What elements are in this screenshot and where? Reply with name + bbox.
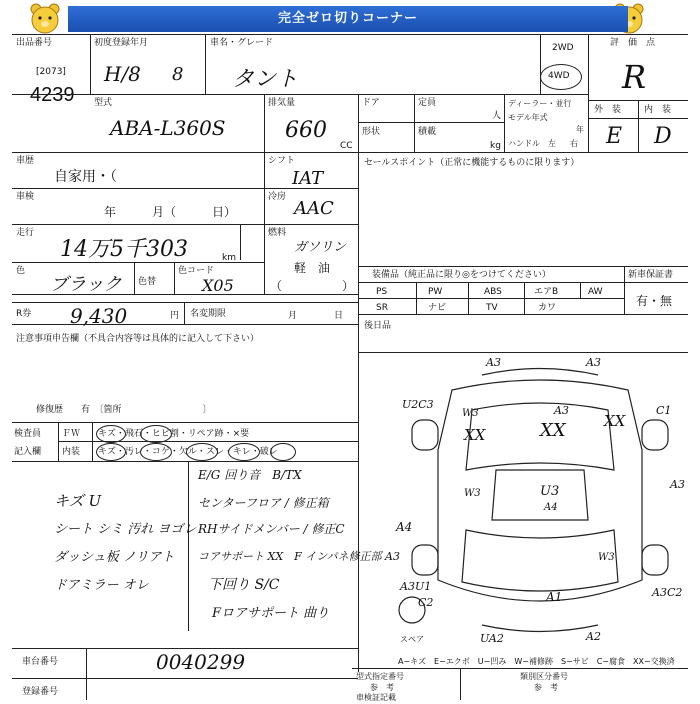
reg-no-label: 登録番号 — [22, 687, 59, 697]
equip-abs: ABS — [484, 287, 502, 297]
rear-date-label: 後日品 — [364, 321, 392, 331]
yen-label: 円 — [170, 311, 180, 321]
int-circle-5 — [270, 443, 296, 461]
cc-label: CC — [340, 141, 353, 151]
fuel-label: 燃料 — [268, 228, 287, 238]
person-label: 人 — [492, 111, 502, 121]
int-circle-2 — [140, 443, 172, 461]
mark-xx-left: XX — [464, 426, 486, 444]
r-ticket-value: 9,430 — [70, 304, 128, 328]
day-label: 日 — [334, 311, 344, 321]
notes-label: 注意事項申告欄（不具合内容等は具体的に記入して下さい） — [16, 334, 260, 344]
mark-a3c2: A3C2 — [652, 586, 683, 599]
chassis-no-value: 0040299 — [156, 650, 246, 674]
note-right-1: E/G 回り音 B/TX — [198, 468, 302, 482]
banner-title: 完全ゼロ切りコーナー — [68, 6, 628, 32]
equip-airbag: エアB — [534, 287, 559, 297]
cc-value: 660 — [285, 118, 327, 143]
exterior-label: 外 装 — [594, 105, 622, 115]
reg-month: 8 — [172, 64, 184, 85]
handle-label: ハンドル — [508, 139, 540, 148]
mark-a3-top-right: A3 — [586, 356, 601, 369]
note-left-3: ダッシュ板 ノリアト — [54, 550, 175, 565]
mark-xx-right: XX — [604, 412, 626, 430]
interior-options: キズ・汚レ・コゲ・欠ル・スレ・キレ・破レ — [98, 447, 278, 457]
mark-ua2: UA2 — [480, 632, 504, 645]
note-right-6: Fロアサポート 曲り — [212, 606, 330, 621]
model-label: 型式 — [94, 98, 113, 108]
equip-leather: カワ — [538, 303, 557, 313]
mileage-value: 14万5千303 — [60, 237, 188, 262]
fuel-value: ガソリン — [294, 240, 347, 255]
right-label: 右 — [570, 139, 578, 148]
r-ticket-label: R券 — [16, 309, 32, 319]
chassis-no-label: 車台番号 — [22, 657, 59, 667]
shift-label: シフト — [268, 156, 296, 166]
inspector-label: 検査員 — [14, 429, 42, 439]
fuel-paren: （ ） — [270, 279, 355, 293]
mark-w3-mid: W3 — [464, 488, 481, 499]
new-car-warranty-label: 新車保証書 — [628, 270, 674, 280]
fw-circle-1 — [96, 425, 126, 443]
reg-era-year: H/8 — [104, 62, 141, 86]
note-right-5: 下回り S/C — [208, 577, 280, 593]
color-code-label: 色コード — [178, 266, 215, 276]
aircon-label: 冷房 — [268, 192, 287, 202]
model-year-label: モデル年式 — [508, 113, 548, 122]
car-damage-diagram — [392, 360, 688, 650]
equip-navi: ナビ — [428, 303, 447, 313]
first-reg-label: 初度登録年月 — [94, 38, 149, 48]
rating-value: R — [622, 58, 647, 96]
repair-history-label: 修復歴 有 〔箇所 〕 — [36, 405, 212, 415]
fw-options: キズ・飛石・ヒビ割・リペア跡・×要 — [98, 429, 250, 439]
car-name-value: タント — [232, 67, 299, 92]
fw-label: ＦＷ — [62, 429, 81, 439]
month-label: 月 — [288, 311, 298, 321]
displacement-label: 排気量 — [268, 98, 296, 108]
shift-value: IAT — [292, 168, 324, 189]
interior-value: D — [654, 124, 672, 149]
note-left-2: シート シミ 汚れ ヨゴレ — [54, 522, 197, 537]
mark-w3-right: W3 — [598, 552, 615, 563]
reference-label-2: 参 考 — [534, 683, 558, 692]
equip-aw: AW — [588, 287, 603, 297]
damage-legend: A−キズ E−エクボ U−凹み W−補修跡 S−サビ C−腐食 XX−交換済 — [398, 657, 675, 666]
exhibit-no-label: 出品番号 — [16, 38, 53, 48]
km-label: km — [222, 253, 236, 263]
color-value: ブラック — [50, 274, 122, 295]
left-label: 左 — [548, 139, 556, 148]
class-number-label: 類別区分番号 — [520, 672, 568, 681]
aircon-value: AAC — [294, 198, 334, 219]
mark-u2c3: U2C3 — [402, 398, 434, 411]
spare-label: スペア — [400, 635, 424, 644]
mark-w3-left: W3 — [462, 408, 479, 419]
exterior-value: E — [606, 124, 623, 149]
color-label: 色 — [16, 266, 26, 276]
int-circle-4 — [228, 443, 260, 461]
drive-4wd-label: 4WD — [548, 71, 570, 81]
note-right-4: コアサポート XX F インパネ修正部 A3 — [198, 550, 400, 563]
equip-pw: PW — [428, 287, 443, 297]
interior-label: 内 装 — [644, 105, 672, 115]
interior-entry-label: 内装 — [62, 447, 81, 457]
mark-c1-right: C1 — [656, 404, 672, 417]
car-name-label: 車名・グレード — [210, 38, 274, 48]
mark-a4-left: A4 — [396, 520, 413, 534]
history-value: 自家用・（ — [54, 169, 117, 185]
note-right-3: RHサイドメンバー / 修正C — [198, 522, 345, 536]
mark-a2: A2 — [586, 630, 601, 643]
shape-label: 形状 — [362, 127, 381, 137]
door-label: ドア — [362, 98, 380, 108]
rating-label: 評 価 点 — [610, 38, 656, 48]
bear-mascot-icon — [28, 2, 62, 36]
warranty-value: 有・無 — [636, 294, 673, 308]
mark-c2: C2 — [418, 596, 434, 609]
mark-xx-center: XX — [540, 420, 566, 441]
lot-prefix: [2073] — [36, 67, 66, 77]
equipment-label: 装備品（純正品に限り◎をつけてください） — [372, 270, 551, 280]
equip-ps: PS — [376, 287, 388, 297]
history-label: 車歴 — [16, 156, 35, 166]
type-designation-label: 型式指定番号 — [356, 672, 404, 681]
sales-point-label: セールスポイント（正常に機能するものに限ります） — [364, 158, 580, 168]
year-label: 年 — [576, 125, 584, 134]
mark-a3-top-left: A3 — [486, 356, 501, 369]
fw-circle-2 — [140, 425, 172, 443]
mark-a3-center: A3 — [554, 404, 569, 417]
color-type-label: 色替 — [138, 277, 157, 287]
vehicle-check-label: 車検証記載 — [356, 693, 396, 702]
dealer-label: ディーラー・並行 — [508, 99, 572, 108]
load-label: 積載 — [418, 127, 437, 137]
note-left-1: キズ U — [54, 492, 102, 510]
drive-2wd-label: 2WD — [552, 43, 574, 53]
mark-a3u1: A3U1 — [400, 580, 432, 593]
entry-col-label: 記入欄 — [14, 447, 42, 457]
name-change-label: 名変期限 — [190, 309, 227, 319]
capacity-label: 定員 — [418, 98, 437, 108]
mark-a1: A1 — [546, 590, 563, 604]
note-right-2: センターフロア / 修正箱 — [198, 496, 329, 510]
equip-tv: TV — [486, 303, 498, 313]
inspection-date: 年 月（ 日） — [104, 205, 237, 219]
light-oil-label: 軽 油 — [294, 261, 331, 275]
mileage-label: 走行 — [16, 228, 35, 238]
note-left-4: ドアミラー オレ — [54, 578, 149, 593]
int-circle-3 — [186, 443, 218, 461]
inspection-label: 車検 — [16, 192, 35, 202]
color-code-value: X05 — [202, 276, 234, 295]
kg-label: kg — [490, 141, 501, 151]
int-circle-1 — [96, 443, 126, 461]
mark-u3: U3 — [540, 484, 560, 499]
equip-sr: SR — [376, 303, 388, 313]
reference-label-1: 参 考 — [370, 683, 394, 692]
model-value: ABA-L360S — [110, 116, 226, 140]
mark-a3-right: A3 — [670, 478, 685, 491]
mark-a4-mid: A4 — [544, 502, 558, 513]
lot-number: 4239 — [30, 84, 75, 106]
